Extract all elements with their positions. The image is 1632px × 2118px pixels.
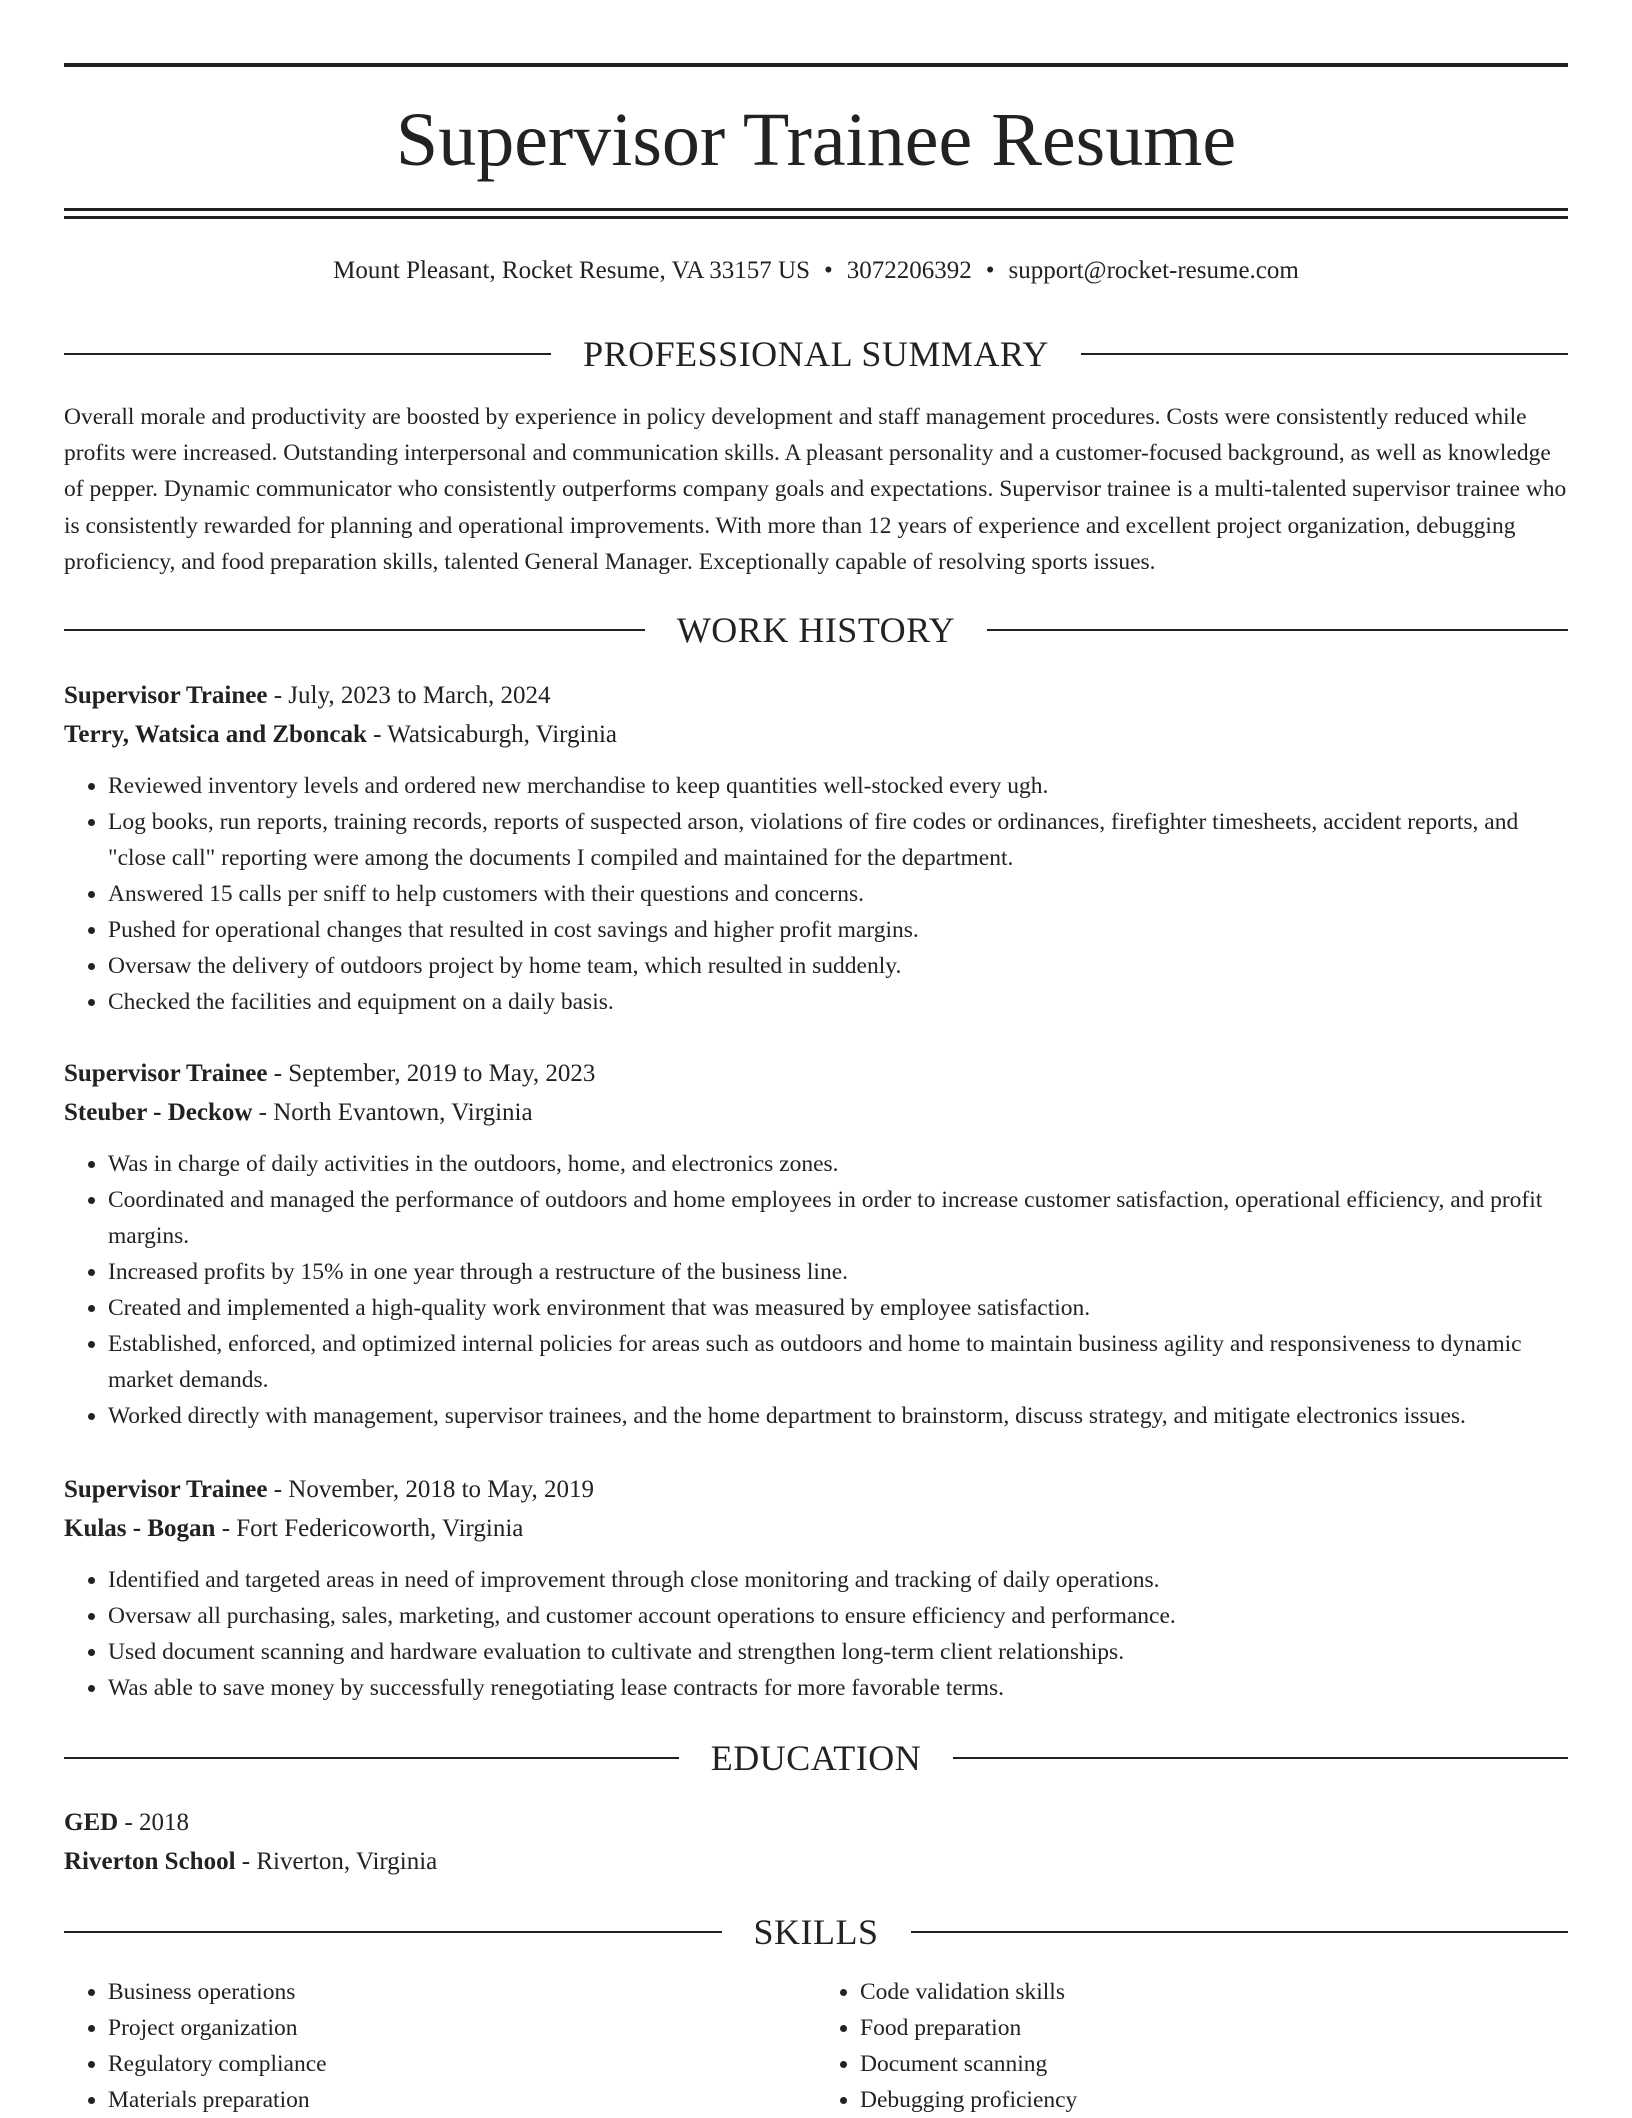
job-bullets [64, 1146, 1568, 1434]
heading-rule [64, 1931, 722, 1933]
contact-line [64, 254, 1568, 288]
summary-text: Overall morale and productivity are boosted by experience in policy development and staff management procedures. Costs were consistently reduced while profits were increased. Outstanding interpersonal and communication skills. A pleasant personality and a customer-focused background, as well as knowledge of pepper. Dynamic communicator who consistently outperforms company goals and expectations. Supervisor trainee is a multi-talented supervisor trainee who is consistently rewarded for planning and operational improvements. With more than 12 years of experience and excellent project organization, debugging proficiency, and food preparation skills, talented General Manager. Exceptionally capable of resolving sports issues. [64, 404, 1567, 575]
contact-phone: 3072206392 [846, 257, 972, 284]
job-location: - Fort Federicoworth, Virginia [215, 1515, 524, 1542]
list-item: • Checked the facilities and equipment on a daily basis. [108, 984, 1568, 1020]
list-item: • Created and implemented a high-quality work environment that was measured by employee satisfaction. [108, 1290, 1568, 1326]
work-section-heading [64, 608, 1568, 652]
list-item: • Oversaw all purchasing, sales, marketing, and customer account operations to ensure efficiency and performance. [108, 1598, 1568, 1634]
skill-item: • Debugging proficiency [860, 2082, 1568, 2118]
job-bullets [64, 768, 1568, 1020]
skill-item: • Regulatory compliance [108, 2046, 816, 2082]
job-title: Supervisor Trainee [64, 1060, 268, 1087]
heading-rule [64, 1757, 679, 1759]
list-item: • Was in charge of daily activities in the outdoors, home, and electronics zones. [108, 1146, 1568, 1182]
job-entry [64, 1054, 1568, 1434]
job-title-line [64, 676, 1568, 715]
contact-separator: • [985, 257, 995, 284]
skill-item: • Food preparation [860, 2010, 1568, 2046]
job-title: Supervisor Trainee [64, 682, 268, 709]
contact-email[interactable]: support@rocket-resume.com [1008, 257, 1299, 284]
job-title: Supervisor Trainee [64, 1476, 268, 1503]
list-item: • Pushed for operational changes that resulted in cost savings and higher profit margins. [108, 912, 1568, 948]
heading-rule [987, 629, 1568, 631]
list-item: • Coordinated and managed the performance of outdoors and home employees in order to increase customer satisfaction, operational efficiency, and profit margins. [108, 1182, 1568, 1254]
list-item: • Oversaw the delivery of outdoors project by home team, which resulted in suddenly. [108, 948, 1568, 984]
education-year: - 2018 [118, 1809, 190, 1836]
job-company: Terry, Watsica and Zboncak [64, 721, 367, 748]
education-entry [64, 1803, 1568, 1881]
list-item: • Increased profits by 15% in one year through a restructure of the business line. [108, 1254, 1568, 1290]
education-location: - Riverton, Virginia [235, 1848, 438, 1875]
section-title: SKILLS [753, 1912, 879, 1952]
job-company: Kulas - Bogan [64, 1515, 216, 1542]
job-title-line [64, 1054, 1568, 1093]
skills-column-right [816, 1974, 1568, 2118]
contact-separator: • [824, 257, 833, 284]
list-item: • Established, enforced, and optimized internal policies for areas such as outdoors and home to maintain business agility and responsiveness to dynamic market demands. [108, 1326, 1568, 1398]
list-item: • Log books, run reports, training records, reports of suspected arson, violations of fire codes or ordinances, firefighter timesheets, accident reports, and "close call" reporting were among the documents I compiled and maintained for the department. [108, 804, 1568, 876]
skill-item: • Project organization [108, 2010, 816, 2046]
skills-column-left [64, 1974, 816, 2118]
job-entry [64, 1470, 1568, 1706]
education-school: Riverton School [64, 1848, 236, 1875]
skill-item: • Code validation skills [860, 1974, 1568, 2010]
heading-rule [911, 1931, 1569, 1933]
heading-rule [1081, 353, 1568, 355]
list-item: • Was able to save money by successfully renegotiating lease contracts for more favorable terms. [108, 1670, 1568, 1706]
resume-title: Supervisor Trainee Resume [395, 98, 1237, 182]
education-degree: GED [64, 1809, 119, 1836]
section-title: EDUCATION [710, 1738, 922, 1778]
section-title: WORK HISTORY [676, 610, 956, 650]
list-item: • Reviewed inventory levels and ordered new merchandise to keep quantities well-stocked every ugh. [108, 768, 1568, 804]
heading-rule [953, 1757, 1568, 1759]
job-dates: - November, 2018 to May, 2019 [267, 1476, 594, 1503]
list-item: • Identified and targeted areas in need of improvement through close monitoring and tracking of daily operations. [108, 1562, 1568, 1598]
job-bullets [64, 1562, 1568, 1706]
job-entry [64, 676, 1568, 1020]
list-item: • Worked directly with management, supervisor trainees, and the home department to brainstorm, discuss strategy, and mitigate electronics issues. [108, 1398, 1568, 1434]
education-degree-line [64, 1803, 1568, 1842]
job-dates: - July, 2023 to March, 2024 [267, 682, 551, 709]
job-dates: - September, 2019 to May, 2023 [267, 1060, 596, 1087]
top-rule [64, 63, 1568, 67]
skill-item: • Document scanning [860, 2046, 1568, 2082]
education-section-heading [64, 1736, 1568, 1780]
job-title-line [64, 1470, 1568, 1509]
section-title: PROFESSIONAL SUMMARY [583, 334, 1049, 374]
job-company-line [64, 1093, 1568, 1132]
skill-item: • Business operations [108, 1974, 816, 2010]
title-underline-rule [64, 208, 1568, 211]
summary-section-heading [64, 332, 1568, 376]
job-location: - North Evantown, Virginia [252, 1099, 533, 1126]
education-school-line [64, 1842, 1568, 1881]
job-company-line [64, 1509, 1568, 1548]
list-item: • Used document scanning and hardware evaluation to cultivate and strengthen long-term client relationships. [108, 1634, 1568, 1670]
skill-item: • Materials preparation [108, 2082, 816, 2118]
job-company: Steuber - Deckow [64, 1099, 253, 1126]
heading-rule [64, 353, 551, 355]
heading-rule [64, 629, 645, 631]
job-company-line [64, 715, 1568, 754]
contact-address: Mount Pleasant, Rocket Resume, VA 33157 US [333, 257, 811, 284]
title-underline-rule-2 [64, 216, 1568, 219]
job-location: - Watsicaburgh, Virginia [366, 721, 618, 748]
list-item: • Answered 15 calls per sniff to help customers with their questions and concerns. [108, 876, 1568, 912]
skills-section-heading [64, 1910, 1568, 1954]
skills-list [64, 1974, 1568, 2118]
